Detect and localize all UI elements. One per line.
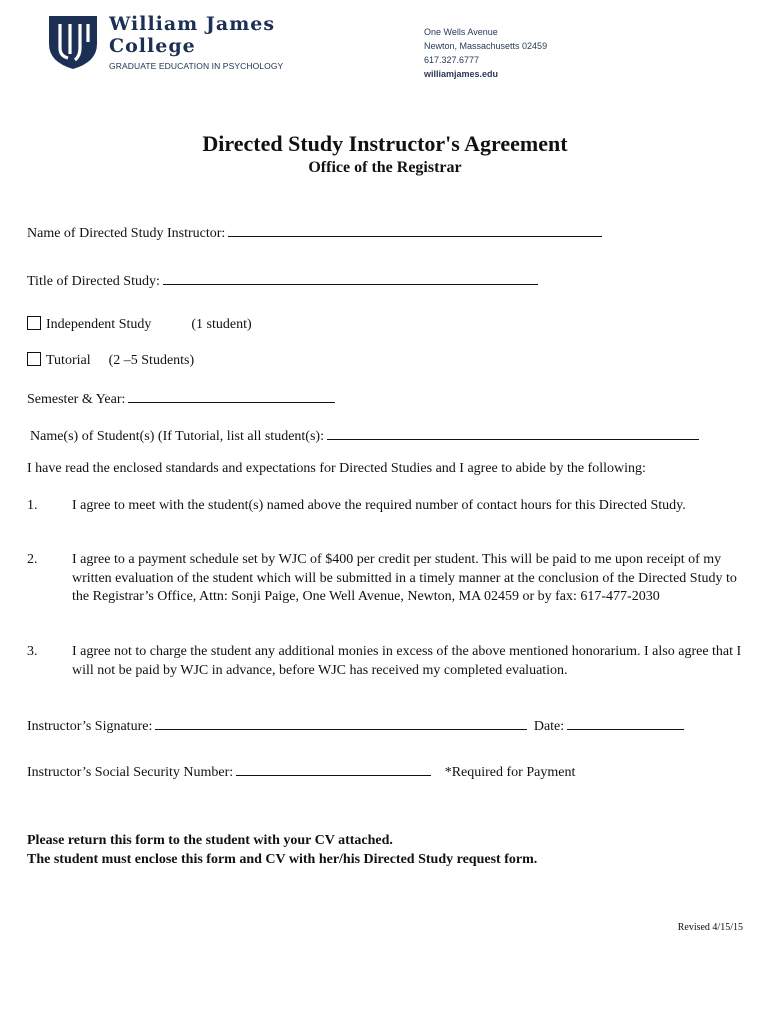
date-field[interactable] [567, 715, 684, 730]
date-label: Date: [533, 719, 565, 734]
tutorial-option [27, 352, 194, 369]
address-block [424, 25, 547, 81]
semester-label: Semester & Year: [27, 392, 126, 407]
tutorial-label: Tutorial [46, 353, 91, 368]
address-website: williamjames.edu [424, 69, 499, 79]
students-label: Name(s) of Student(s) (If Tutorial, list all student(s): [30, 429, 324, 444]
semester-row [27, 388, 335, 408]
item-text: I agree to a payment schedule set by WJC of $400 per credit per student. This will be paid to me upon receipt of my written evaluation of the student which will be submitted in a timely manner at the conclusion of the Directed Study to the Registrar’s Office, Attn: Sonji Paige, One Well Avenue, Newton, MA 02459 or by fax: 617-477-2030 [72, 552, 737, 604]
ssn-row [27, 761, 575, 781]
address-phone: 617.327.6777 [424, 55, 480, 65]
agreement-item [27, 497, 747, 516]
study-title-label: Title of Directed Study: [27, 274, 160, 289]
form-subtitle: Office of the Registrar [308, 159, 462, 176]
students-field[interactable] [327, 425, 699, 440]
signature-field[interactable] [155, 715, 527, 730]
enclose-instruction: The student must enclose this form and CV with her/his Directed Study request form. [27, 852, 538, 867]
address-city: Newton, Massachusetts 02459 [424, 41, 548, 51]
ssn-label: Instructor’s Social Security Number: [27, 765, 234, 780]
item-number: 2. [27, 552, 38, 567]
independent-study-checkbox[interactable] [27, 316, 41, 330]
independent-study-label: Independent Study [46, 317, 152, 332]
shield-logo-icon [48, 14, 98, 70]
instructor-name-field[interactable] [228, 222, 602, 237]
item-number: 3. [27, 644, 38, 659]
return-instruction: Please return this form to the student with your CV attached. [27, 833, 393, 848]
college-name-line2: College [109, 35, 196, 57]
item-text: I agree not to charge the student any additional monies in excess of the above mentioned honorarium. I also agree that I will not be paid by WJC in advance, before WJC has received my completed evaluation. [72, 644, 742, 678]
tutorial-checkbox[interactable] [27, 352, 41, 366]
ssn-note: *Required for Payment [444, 765, 576, 780]
item-text: I agree to meet with the student(s) named above the required number of contact hours for this Directed Study. [72, 498, 686, 513]
item-number: 1. [27, 498, 38, 513]
study-title-row [27, 270, 538, 290]
revision-date: Revised 4/15/15 [677, 922, 743, 933]
college-name-line1: William James [109, 13, 276, 35]
agreement-item [27, 643, 747, 680]
study-title-field[interactable] [163, 270, 538, 285]
agreement-item [27, 551, 747, 607]
form-title: Directed Study Instructor's Agreement [202, 131, 568, 156]
intro-text: I have read the enclosed standards and expectations for Directed Studies and I agree to abide by the following: [27, 461, 646, 476]
college-name [109, 13, 275, 57]
college-subtitle: GRADUATE EDUCATION IN PSYCHOLOGY [109, 61, 284, 71]
instructor-name-label: Name of Directed Study Instructor: [27, 226, 226, 241]
tutorial-note: (2 –5 Students) [108, 353, 195, 368]
instructor-name-row [27, 222, 602, 242]
ssn-field[interactable] [236, 761, 431, 776]
address-street: One Wells Avenue [424, 27, 498, 37]
students-row [30, 425, 699, 445]
signature-label: Instructor’s Signature: [27, 719, 153, 734]
independent-study-option [27, 316, 252, 333]
semester-field[interactable] [128, 388, 335, 403]
independent-study-note: (1 student) [191, 317, 252, 332]
signature-row [27, 715, 684, 735]
